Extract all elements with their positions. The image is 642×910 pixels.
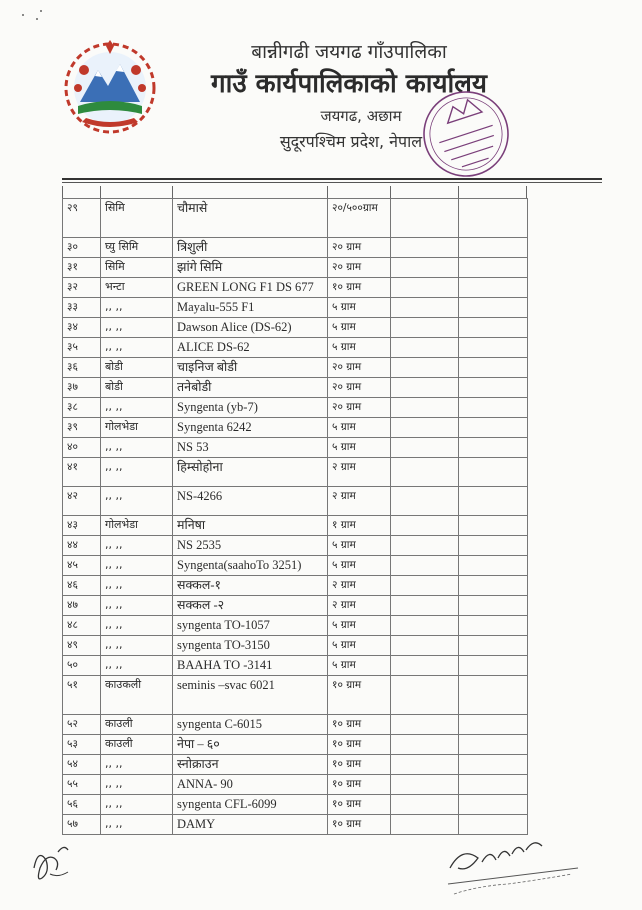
office-stamp [418,84,514,184]
quantity-cell: २० ग्राम [328,398,391,418]
variety-cell: syngenta CFL-6099 [173,795,328,815]
variety-cell: Dawson Alice (DS-62) [173,318,328,338]
crop-cell: ,, ,, [101,795,173,815]
crop-cell: ,, ,, [101,656,173,676]
table-row [63,458,528,487]
table-row [63,199,528,238]
serial-number-cell: ४६ [63,576,101,596]
crop-cell: ,, ,, [101,556,173,576]
table-row [63,258,528,278]
quantity-cell: २० ग्राम [328,238,391,258]
quantity-cell: २० ग्राम [328,358,391,378]
quantity-cell: १० ग्राम [328,278,391,298]
blank-cell [459,616,528,636]
quantity-cell: २ ग्राम [328,458,391,487]
crop-cell: सिमि [101,258,173,278]
blank-cell [391,596,459,616]
table-row [63,536,528,556]
crop-cell: ,, ,, [101,636,173,656]
variety-cell: चाइनिज बोडी [173,358,328,378]
blank-cell [391,536,459,556]
blank-cell [459,596,528,616]
variety-cell: मनिषा [173,516,328,536]
blank-cell [459,735,528,755]
quantity-cell: २० ग्राम [328,378,391,398]
table-row [63,576,528,596]
blank-cell [459,238,528,258]
blank-cell [459,278,528,298]
blank-cell [459,775,528,795]
table-row [63,298,528,318]
table-row [63,516,528,536]
crop-cell: ,, ,, [101,596,173,616]
signature-right [438,828,588,900]
serial-number-cell: ४७ [63,596,101,616]
quantity-cell: ५ ग्राम [328,438,391,458]
serial-number-cell: ५० [63,656,101,676]
serial-number-cell: ४५ [63,556,101,576]
blank-cell [391,715,459,735]
serial-number-cell: ५७ [63,815,101,835]
serial-number-cell: ३८ [63,398,101,418]
table-row [63,676,528,715]
crop-cell: ,, ,, [101,576,173,596]
municipality-name: बान्नीगढी जयगढ गाँउपालिका [251,41,447,63]
blank-cell [391,616,459,636]
serial-number-cell: ३९ [63,418,101,438]
crop-cell: ,, ,, [101,775,173,795]
crop-cell: बोडी [101,358,173,378]
blank-cell [459,398,528,418]
variety-cell: Syngenta(saahoTo 3251) [173,556,328,576]
crop-cell: गोलभेडा [101,516,173,536]
serial-number-cell: ३१ [63,258,101,278]
quantity-cell: १० ग्राम [328,676,391,715]
blank-cell [459,258,528,278]
table-row [63,775,528,795]
blank-cell [459,418,528,438]
crop-cell: ,, ,, [101,338,173,358]
crop-cell: ,, ,, [101,438,173,458]
variety-cell: Syngenta (yb-7) [173,398,328,418]
serial-number-cell: ५२ [63,715,101,735]
quantity-cell: २ ग्राम [328,596,391,616]
blank-cell [459,487,528,516]
variety-cell: सक्कल -२ [173,596,328,616]
crop-cell: गोलभेडा [101,418,173,438]
serial-number-cell: ४२ [63,487,101,516]
serial-number-cell: ४९ [63,636,101,656]
table-row [63,238,528,258]
serial-number-cell: ४० [63,438,101,458]
blank-cell [459,755,528,775]
serial-number-cell: ३० [63,238,101,258]
blank-cell [391,755,459,775]
serial-number-cell: ४१ [63,458,101,487]
province-name: सुदूरपश्चिम प्रदेश, नेपाल [279,132,423,151]
table-row [63,656,528,676]
table-row [63,338,528,358]
crop-cell: ,, ,, [101,458,173,487]
variety-cell: NS-4266 [173,487,328,516]
table-row [63,438,528,458]
serial-number-cell: ५५ [63,775,101,795]
variety-cell: NS 53 [173,438,328,458]
variety-cell: सक्कल-१ [173,576,328,596]
quantity-cell: २ ग्राम [328,487,391,516]
seed-distribution-table [62,198,528,835]
quantity-cell: ५ ग्राम [328,656,391,676]
office-title: गाउँ कार्यपालिकाको कार्यालय [211,69,487,99]
crop-cell: ,, ,, [101,398,173,418]
quantity-cell: १० ग्राम [328,775,391,795]
table-row [63,616,528,636]
crop-cell: ,, ,, [101,536,173,556]
quantity-cell: १० ग्राम [328,735,391,755]
serial-number-cell: ५१ [63,676,101,715]
blank-cell [459,536,528,556]
serial-number-cell: ३३ [63,298,101,318]
variety-cell: syngenta TO-3150 [173,636,328,656]
crop-cell: ,, ,, [101,318,173,338]
quantity-cell: १० ग्राम [328,715,391,735]
serial-number-cell: ५३ [63,735,101,755]
serial-number-cell: ३४ [63,318,101,338]
crop-cell: ,, ,, [101,487,173,516]
blank-cell [459,438,528,458]
variety-cell: हिम्सोहोना [173,458,328,487]
table-row [63,278,528,298]
blank-cell [459,378,528,398]
blank-cell [459,556,528,576]
blank-cell [391,199,459,238]
serial-number-cell: ३२ [63,278,101,298]
blank-cell [459,298,528,318]
blank-cell [391,378,459,398]
quantity-cell: ५ ग्राम [328,338,391,358]
blank-cell [459,318,528,338]
variety-cell: Mayalu-555 F1 [173,298,328,318]
quantity-cell: १० ग्राम [328,795,391,815]
table-row [63,418,528,438]
quantity-cell: १० ग्राम [328,755,391,775]
serial-number-cell: ३५ [63,338,101,358]
quantity-cell: २ ग्राम [328,576,391,596]
blank-cell [391,795,459,815]
crop-cell: सिमि [101,199,173,238]
blank-cell [391,358,459,378]
variety-cell: GREEN LONG F1 DS 677 [173,278,328,298]
quantity-cell: ५ ग्राम [328,536,391,556]
table-row [63,318,528,338]
quantity-cell: ५ ग्राम [328,418,391,438]
quantity-cell: १ ग्राम [328,516,391,536]
variety-cell: ANNA- 90 [173,775,328,795]
blank-cell [391,556,459,576]
table-row [63,358,528,378]
blank-cell [391,338,459,358]
serial-number-cell: ३६ [63,358,101,378]
blank-cell [391,656,459,676]
blank-cell [459,199,528,238]
serial-number-cell: ४३ [63,516,101,536]
blank-cell [459,458,528,487]
quantity-cell: २०/५००ग्राम [328,199,391,238]
blank-cell [459,516,528,536]
table-row [63,378,528,398]
quantity-cell: २० ग्राम [328,258,391,278]
table-row [63,487,528,516]
office-location: जयगढ, अछाम [320,107,402,125]
table-row [63,755,528,775]
blank-cell [459,676,528,715]
table-header-strip [62,186,527,198]
crop-cell: बोडी [101,378,173,398]
quantity-cell: ५ ग्राम [328,616,391,636]
quantity-cell: १० ग्राम [328,815,391,835]
quantity-cell: ५ ग्राम [328,318,391,338]
blank-cell [391,438,459,458]
table-row [63,556,528,576]
blank-cell [391,735,459,755]
crop-cell: घ्यु सिमि [101,238,173,258]
crop-cell: काउली [101,715,173,735]
table-row [63,735,528,755]
signature-left [28,838,76,884]
blank-cell [391,398,459,418]
blank-cell [391,238,459,258]
blank-cell [459,358,528,378]
blank-cell [459,656,528,676]
crop-cell: ,, ,, [101,298,173,318]
table-row [63,596,528,616]
serial-number-cell: ४४ [63,536,101,556]
blank-cell [391,576,459,596]
blank-cell [391,636,459,656]
variety-cell: तनेबोडी [173,378,328,398]
blank-cell [391,298,459,318]
blank-cell [459,795,528,815]
crop-cell: ,, ,, [101,815,173,835]
serial-number-cell: २९ [63,199,101,238]
quantity-cell: ५ ग्राम [328,556,391,576]
variety-cell: BAAHA TO -3141 [173,656,328,676]
table-row [63,715,528,735]
serial-number-cell: ५६ [63,795,101,815]
blank-cell [459,338,528,358]
variety-cell: seminis –svac 6021 [173,676,328,715]
variety-cell: चौमासे [173,199,328,238]
crop-cell: ,, ,, [101,616,173,636]
serial-number-cell: ५४ [63,755,101,775]
variety-cell: Syngenta 6242 [173,418,328,438]
variety-cell: DAMY [173,815,328,835]
header-divider-thin [62,182,602,183]
variety-cell: syngenta TO-1057 [173,616,328,636]
variety-cell: syngenta C-6015 [173,715,328,735]
blank-cell [459,636,528,656]
serial-number-cell: ३७ [63,378,101,398]
blank-cell [391,278,459,298]
blank-cell [391,418,459,438]
table-row [63,398,528,418]
blank-cell [391,318,459,338]
variety-cell: त्रिशुली [173,238,328,258]
variety-cell: ALICE DS-62 [173,338,328,358]
serial-number-cell: ४८ [63,616,101,636]
blank-cell [391,676,459,715]
variety-cell: झांगे सिमि [173,258,328,278]
variety-cell: NS 2535 [173,536,328,556]
blank-cell [391,516,459,536]
blank-cell [459,715,528,735]
quantity-cell: ५ ग्राम [328,636,391,656]
crop-cell: भन्टा [101,278,173,298]
header-divider [62,178,602,180]
blank-cell [391,458,459,487]
blank-cell [459,576,528,596]
quantity-cell: ५ ग्राम [328,298,391,318]
variety-cell: नेपा – ६० [173,735,328,755]
crop-cell: काउली [101,735,173,755]
blank-cell [391,775,459,795]
crop-cell: ,, ,, [101,755,173,775]
variety-cell: स्नोक्राउन [173,755,328,775]
blank-cell [391,487,459,516]
blank-cell [391,258,459,278]
table-row [63,795,528,815]
table-row [63,636,528,656]
crop-cell: काउकली [101,676,173,715]
